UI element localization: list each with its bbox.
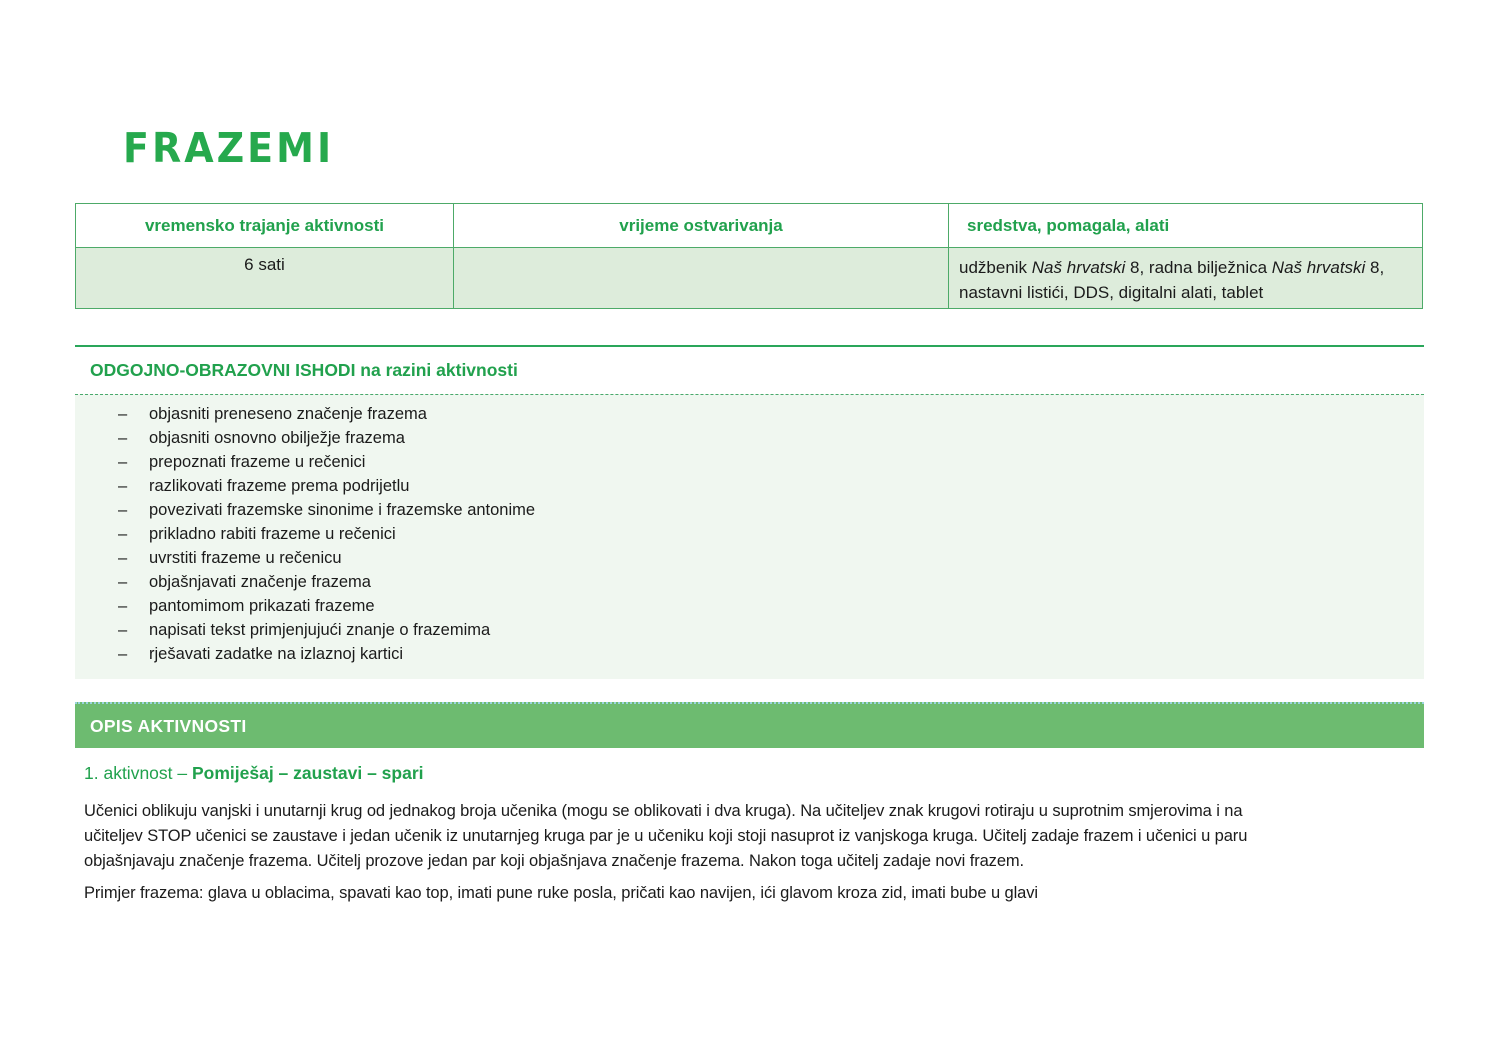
outcome-text: prikladno rabiti frazeme u rečenici (149, 525, 396, 543)
outcome-item (75, 402, 1424, 426)
outcome-text: napisati tekst primjenjujući znanje o frazemima (149, 621, 491, 639)
outcome-text: objasniti osnovno obilježje frazema (149, 429, 405, 447)
dash-bullet: – (118, 501, 128, 519)
outcome-text: razlikovati frazeme prema podrijetlu (149, 477, 410, 495)
dash-bullet: – (118, 549, 128, 567)
outcome-item (75, 426, 1424, 450)
outcome-item (75, 618, 1424, 642)
cell-time (454, 248, 949, 309)
column-header-time: vrijeme ostvarivanja (454, 204, 949, 248)
dash-bullet: – (118, 477, 128, 495)
outcome-text: prepoznati frazeme u rečenici (149, 453, 366, 471)
outcome-text: uvrstiti frazeme u rečenicu (149, 549, 342, 567)
outcomes-heading: ODGOJNO-OBRAZOVNI ISHODI na razini aktivnosti (90, 360, 518, 380)
cell-duration: 6 sati (76, 248, 454, 309)
table-header-row (76, 204, 1423, 248)
dash-bullet: – (118, 525, 128, 543)
resources-text: 8, radna bilježnica (1125, 258, 1272, 277)
resources-text: 8, nastavni listići, DDS, digitalni alati, tablet (959, 258, 1385, 302)
outcome-item (75, 594, 1424, 618)
dash-bullet: – (118, 405, 128, 423)
activity-info-table (75, 203, 1423, 309)
column-header-resources: sredstva, pomagala, alati (949, 204, 1423, 248)
activity-heading (84, 763, 424, 784)
table-data-row (76, 248, 1423, 309)
outcome-text: pantomimom prikazati frazeme (149, 597, 375, 615)
paragraph-line: Učenici oblikuju vanjski i unutarnji krug od jednakog broja učenika (mogu se oblikovati i dva kruga). Na učiteljev znak krugovi rotiraju u suprotnim smjerovima i na (84, 802, 1243, 820)
activity-title: Pomiješaj – zaustavi – spari (191, 763, 424, 783)
outcome-item (75, 474, 1424, 498)
outcome-text: rješavati zadatke na izlaznoj kartici (149, 645, 404, 663)
outcome-item (75, 642, 1424, 666)
page-title: FRAZEMI (123, 124, 335, 172)
dash-bullet: – (118, 645, 128, 663)
activity-number-label: 1. aktivnost – (84, 763, 192, 783)
outcomes-heading-row (75, 345, 1424, 394)
activity-description-paragraph (84, 799, 1247, 874)
outcomes-section (75, 345, 1424, 679)
dash-bullet: – (118, 597, 128, 615)
resources-book-title: Naš hrvatski (1031, 258, 1126, 277)
dash-bullet: – (118, 453, 128, 471)
paragraph-line: učiteljev STOP učenici se zaustave i jedan učenik iz unutarnjeg kruga par je u učeniku koji stoji nasuprot iz vanjskoga kruga. Učitelj zadaje frazem i učenici u paru (84, 827, 1248, 845)
cell-resources (949, 248, 1423, 309)
dash-bullet: – (118, 429, 128, 447)
outcome-item (75, 546, 1424, 570)
column-header-duration: vremensko trajanje aktivnosti (76, 204, 454, 248)
outcome-text: objasniti preneseno značenje frazema (149, 405, 427, 423)
dash-bullet: – (118, 573, 128, 591)
paragraph-line: objašnjavaju značenje frazema. Učitelj prozove jedan par koji objašnjava značenje frazema. Nakon toga učitelj zadaje novi frazem. (84, 852, 1025, 870)
outcome-item (75, 570, 1424, 594)
outcome-item (75, 450, 1424, 474)
outcome-text: objašnjavati značenje frazema (149, 573, 371, 591)
outcomes-list (75, 394, 1424, 679)
resources-text: udžbenik (959, 258, 1032, 277)
opis-aktivnosti-banner (75, 702, 1424, 748)
opis-aktivnosti-label: OPIS AKTIVNOSTI (90, 715, 247, 736)
outcome-item (75, 498, 1424, 522)
outcome-text: povezivati frazemske sinonime i frazemske antonime (149, 501, 536, 519)
outcome-item (75, 522, 1424, 546)
resources-book-title: Naš hrvatski (1271, 258, 1366, 277)
example-phrases-paragraph: Primjer frazema: glava u oblacima, spavati kao top, imati pune ruke posla, pričati kao navijen, ići glavom kroza zid, imati bube u glavi (84, 884, 1038, 902)
dash-bullet: – (118, 621, 128, 639)
